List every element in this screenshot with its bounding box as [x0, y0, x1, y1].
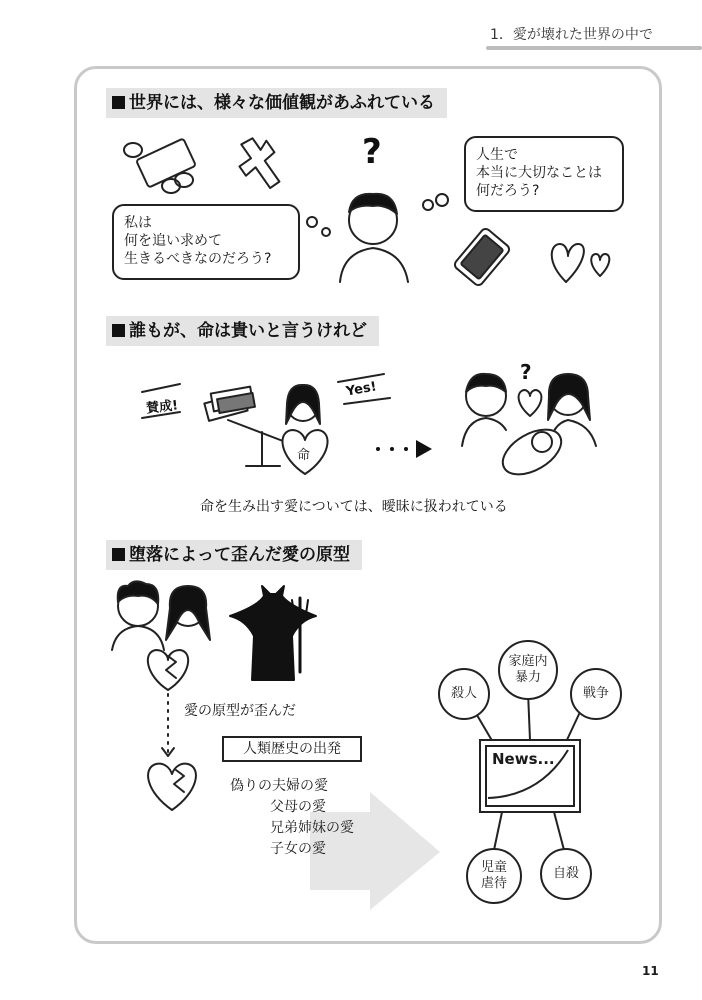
father-icon — [462, 374, 506, 446]
life-heart-label: 命 — [297, 448, 311, 463]
money-icon — [124, 138, 196, 193]
speech-bubble-left: 私は 何を追い求めて 生きるべきなのだろう? — [112, 204, 300, 280]
smartphone-icon — [453, 227, 511, 287]
life-caption: 命を生み出す愛については、曖昧に扱われている — [200, 499, 508, 515]
history-start-box: 人類歴史の出発 — [222, 736, 362, 762]
speech-bubble-right: 人生で 本当に大切なことは 何だろう? — [464, 136, 624, 212]
arrow-icon — [376, 440, 432, 458]
heart-icon — [552, 244, 584, 282]
distorted-caption: 愛の原型が歪んだ — [184, 703, 296, 719]
seesaw-illustration — [204, 387, 296, 466]
question-mark-small: ? — [520, 360, 532, 384]
broken-heart-icon — [148, 764, 196, 810]
woman-icon — [286, 385, 320, 424]
cross-icon — [235, 137, 286, 190]
bubble-suicide: 自殺 — [540, 848, 592, 900]
section-heading-distortion: 堕落によって歪んだ愛の原型 — [106, 540, 362, 570]
love-item: 父母の愛 — [270, 799, 326, 815]
false-love-list — [230, 776, 354, 860]
bubble-war: 戦争 — [570, 668, 622, 720]
eve-icon — [166, 586, 210, 640]
question-mark: ? — [362, 132, 382, 172]
love-item: 子女の愛 — [270, 841, 326, 857]
love-item: 偽りの夫婦の愛 — [230, 778, 328, 794]
heart-icon — [519, 390, 542, 416]
love-item: 兄弟姉妹の愛 — [270, 820, 354, 836]
sign-sansei: 賛成! — [145, 398, 179, 417]
section-heading-values: 世界には、様々な価値観があふれている — [106, 88, 447, 118]
bubble-murder: 殺人 — [438, 668, 490, 720]
bubble-domestic-violence: 家庭内 暴力 — [498, 640, 558, 700]
tv-news-label: News... — [492, 750, 555, 768]
adam-icon — [112, 581, 164, 650]
devil-icon — [230, 586, 316, 680]
sign-yes: Yes! — [344, 379, 378, 400]
section-heading-life: 誰もが、命は貴いと言うけれど — [106, 316, 379, 346]
money-stack-icon — [204, 387, 255, 421]
person-icon — [340, 194, 408, 282]
heart-icon — [591, 254, 609, 276]
chapter-title: 1．愛が壊れた世界の中で — [490, 27, 653, 43]
bubble-child-abuse: 児童 虐待 — [466, 848, 522, 904]
page-number: 11 — [642, 964, 659, 978]
